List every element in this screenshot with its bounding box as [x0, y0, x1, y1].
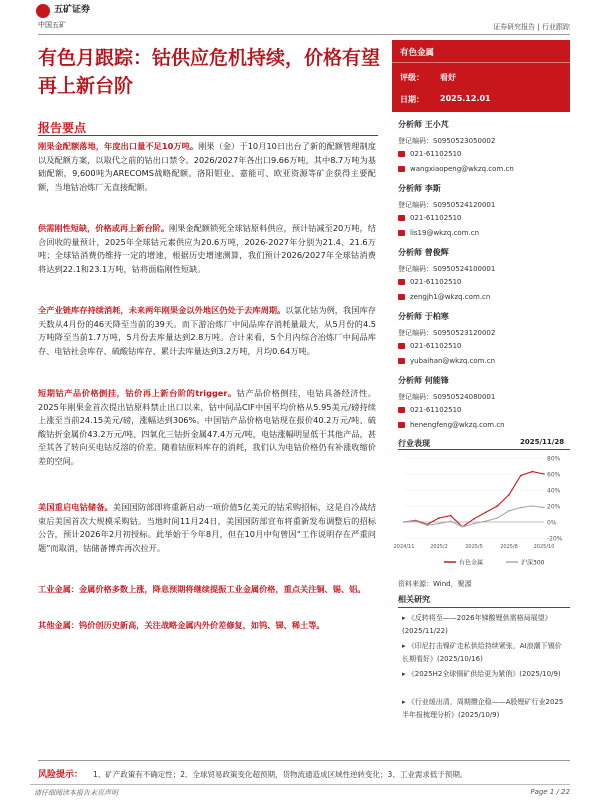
- data-point: [427, 524, 429, 526]
- paragraph-price-inversion: [38, 387, 376, 468]
- analyst-name: 分析师 于柏寒: [398, 312, 449, 321]
- data-point: [532, 471, 534, 473]
- paragraph-lead: 短期钴产品价格倒挂，钴价再上新台阶的trigger。: [38, 388, 237, 398]
- data-source: 资料来源：Wind，聚源: [398, 580, 472, 588]
- page-number: Page 1 / 22: [530, 788, 570, 796]
- brand-name: 五矿证券: [54, 5, 91, 15]
- data-point: [543, 507, 545, 509]
- data-point: [403, 521, 405, 523]
- related-divider: [398, 607, 570, 608]
- email-icon: [398, 230, 405, 236]
- analyst-email[interactable]: wangxiaopeng@wkzq.com.cn: [398, 165, 514, 173]
- related-research-title: 相关研究: [398, 595, 430, 604]
- section-divider: [38, 135, 378, 136]
- related-item[interactable]: ▸ 《2025H2全球铜矿供给更为紧俏》(2025/10/9): [402, 670, 561, 678]
- report-type: 证券研究报告 | 行业跟踪: [493, 23, 570, 31]
- email-icon: [398, 166, 405, 172]
- data-point: [438, 517, 440, 519]
- related-item[interactable]: ▸ 《行业缓出清，周期攒企稳——A股锂矿行业2025半年报梳理分析》(2025/10/9): [402, 698, 564, 719]
- paragraph-lead: 供需刚性短缺，价格或再上新台阶。: [38, 223, 170, 233]
- x-tick-label: 2025/10: [533, 544, 555, 550]
- industry-name: 有色金属: [400, 48, 435, 58]
- analyst-email[interactable]: yubaihan@wkzq.com.cn: [398, 357, 495, 365]
- x-tick-label: 2025/5: [465, 544, 483, 550]
- data-point: [438, 523, 440, 525]
- date-label: 日期：: [400, 95, 424, 104]
- data-point: [497, 505, 499, 507]
- y-tick-label: 40%: [547, 487, 561, 495]
- data-point: [508, 510, 510, 512]
- chart-title: 行业表现: [398, 439, 430, 448]
- analyst-name: 分析师 何能锋: [398, 376, 449, 385]
- paragraph-text: 钴产品价格倒挂，电钴具备经济性。2025年刚果金首次提出钴原料禁止出口以来，钴中间品CIF中国平均价格从5.95美元/磅持续上涨至当前24.15美元/磅，涨幅达到306%。中国钴产品价格电钴现在报价40.2万元/吨、硫酸钴折金属价43.2万元/吨、四氧化三钴折金属47.4万元/吨，电钴涨幅明显低于其他产品，甚至其各了转向买电钴反溶的价差。随着钴原料库存的消耗，我们认为电钴价格仍有补涨收缩价差的空间。: [38, 388, 376, 466]
- paragraph-text: 以氯化钴为例，我国库存天数从4月份的46天降至当前的39天。而下游冶炼厂中间品库存消耗量最大，从5月份的4.5万吨降至当前1.7万吨，5月份去库量达到2.8万吨。合计来看，5个月内综合冶炼厂中间品库存、电钴社会库存、硫酸钴库存、累计去库量达到3.2万吨，月均0.64万吨。: [38, 305, 376, 356]
- phone-icon: [398, 407, 405, 413]
- analyst-phone: 021-61102510: [398, 150, 462, 158]
- related-item[interactable]: ▸ 《反转将至——2026年锑酸锂供需格局展望》(2025/11/22): [402, 614, 552, 635]
- paragraph-other-metals: [38, 619, 376, 633]
- paragraph-lead: 其他金属：钨价创历史新高，关注战略金属内外价差修复，如钨、锑、稀土等。: [38, 620, 325, 630]
- data-point: [543, 473, 545, 475]
- analyst-email[interactable]: zengjh1@wkzq.com.cn: [398, 293, 490, 301]
- risk-warning: [38, 767, 570, 780]
- rating-label: 评级：: [400, 73, 424, 82]
- legend-label: 沪深300: [521, 559, 545, 567]
- phone-icon: [398, 279, 405, 285]
- x-tick-label: 2024/11: [393, 544, 415, 550]
- email-icon: [398, 294, 405, 300]
- analyst-reg: 登记编码：S0950523050002: [398, 137, 496, 145]
- industry-info-panel: [392, 40, 570, 112]
- data-point: [473, 518, 475, 520]
- legend-label: 有色金属: [459, 559, 484, 567]
- company-logo-icon: [36, 4, 50, 18]
- data-point: [485, 520, 487, 522]
- analyst-email[interactable]: lis19@wkzq.com.cn: [398, 229, 479, 237]
- analyst-reg: 登记编码：S0950524080001: [398, 393, 496, 401]
- risk-label: 风险提示：: [38, 770, 84, 780]
- data-point: [450, 520, 452, 522]
- paragraph-shortage: [38, 222, 376, 276]
- phone-icon: [398, 151, 405, 157]
- analyst-name: 分析师 曾俊辉: [398, 248, 449, 257]
- rating-value: 看好: [440, 73, 456, 82]
- paragraph-text: 美国国防部即将重新启动一项价值5亿美元的钴采购招标，这是自冷战结束后美国首次大规模采购钴。当地时间11月24日，美国国防部宣布将重新发布调整后的招标公告，预计2026年2月初授标。此举始于今年8月，但在10月中旬曾因“工作说明存在严重问题”而取消，钴储备博弈再次拉开。: [38, 502, 376, 553]
- paragraph-quota: [38, 140, 376, 194]
- paragraph-text: 刚果（金）于10月10日出台了新的配额管理制度以及配额方案，以取代之前的钴出口禁令。2026/2027年各出口9.66万吨，其中8.7万吨为基础配额，9,600吨为ARECOMS战略配额。洛阳钼业、嘉能可、欧亚资源等矿企获得主要配额，当地钴冶炼厂无直接配额。: [38, 141, 376, 192]
- paragraph-us-reserve: [38, 501, 376, 555]
- analyst-reg: 登记编码：S0950524120001: [398, 201, 496, 209]
- analyst-reg: 登记编码：S0950523120002: [398, 329, 496, 337]
- data-point: [415, 520, 417, 522]
- analyst-phone: 021-61102510: [398, 342, 462, 350]
- analyst-phone: 021-61102510: [398, 278, 462, 286]
- data-point: [520, 507, 522, 509]
- paragraph-text: 刚果金配额锁死全球钴原料供应，预计钴减至20万吨，结合回收的量预计，2025年全球钴元素供应为20.6万吨，2026-2027年分别为21.4、21.6万吨；全球钴消费仍维持一定的增速，根据历史增速测算，我们预计2026/2027年全球钴消费将达到22.1和23.1万吨，钴将面临刚性短缺。: [38, 223, 376, 274]
- section-title: 报告要点: [38, 121, 87, 135]
- data-point: [520, 475, 522, 477]
- report-title: 有色月跟踪：钴供应危机持续，价格有望再上新台阶: [38, 47, 381, 97]
- data-point: [485, 512, 487, 514]
- y-tick-label: 60%: [547, 471, 561, 479]
- phone-icon: [398, 343, 405, 349]
- related-item[interactable]: ▸ 《印尼打击镍矿走私供给持续紧张，AI浪潮下锡价长期看好》(2025/10/16): [402, 642, 562, 663]
- data-point: [462, 526, 464, 528]
- analyst-name: 分析师 王小芃: [398, 120, 449, 129]
- paragraph-lead: 美国重启电钴储备。: [38, 502, 113, 512]
- analyst-phone: 021-61102510: [398, 406, 462, 414]
- panel-divider: [392, 62, 570, 63]
- date-value: 2025.12.01: [440, 94, 491, 103]
- data-point: [508, 494, 510, 496]
- paragraph-lead: 刚果金配额落地，年度出口量不足10万吨。: [38, 141, 199, 151]
- x-tick-label: 2025/8: [500, 544, 518, 550]
- data-point: [473, 523, 475, 525]
- y-tick-label: 80%: [547, 455, 561, 463]
- y-tick-label: -20%: [547, 535, 563, 543]
- paragraph-lead: 工业金属：金属价格多数上涨，降息预期将继续提振工业金属价格，重点关注铜、锡、铝。: [38, 584, 366, 594]
- x-tick-label: 2025/2: [430, 544, 448, 550]
- data-point: [450, 515, 452, 517]
- risk-divider: [38, 760, 570, 761]
- footer-divider: [30, 784, 570, 785]
- y-tick-label: 20%: [547, 503, 561, 511]
- data-point: [532, 505, 534, 507]
- paragraph-lead: 全产业链库存持续消耗，未来两年刚果金以外地区仍处于去库周期。: [38, 305, 286, 315]
- disclaimer-note: 请仔细阅读本报告末页声明: [34, 789, 118, 797]
- data-point: [497, 517, 499, 519]
- analyst-phone: 021-61102510: [398, 214, 462, 222]
- paragraph-inventory: [38, 304, 376, 358]
- brand-subtitle: 中国五矿: [38, 21, 66, 29]
- chart-divider: [398, 449, 570, 450]
- phone-icon: [398, 215, 405, 221]
- y-tick-label: 0%: [547, 519, 557, 527]
- analyst-email[interactable]: henengfeng@wkzq.com.cn: [398, 421, 505, 429]
- risk-text: 1、矿产政策有不确定性；2、全球贸易政策变化超预期，货物流通造成区域性逆转变化；3、工业需求低于预期。: [93, 770, 468, 779]
- email-icon: [398, 422, 405, 428]
- paragraph-industrial-metals: [38, 583, 376, 597]
- email-icon: [398, 358, 405, 364]
- industry-performance-chart: [393, 452, 570, 572]
- analyst-reg: 登记编码：S0950524100001: [398, 265, 496, 273]
- chart-date: 2025/11/28: [520, 438, 565, 446]
- header-divider: [38, 34, 570, 35]
- analyst-name: 分析师 李斯: [398, 184, 441, 193]
